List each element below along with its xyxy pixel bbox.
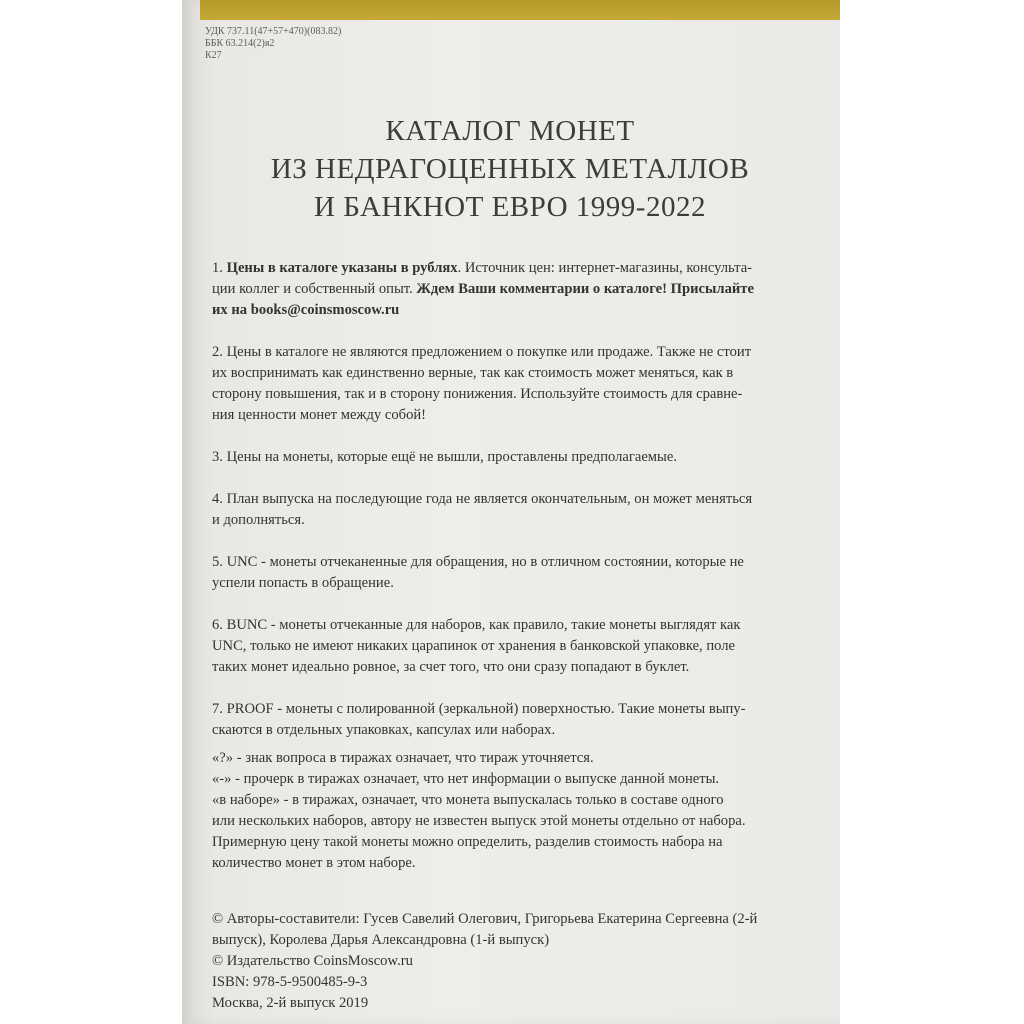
item-1-text-b: ции коллег и собственный опыт. [212,281,417,297]
item-5 [212,552,822,594]
item-6-line-3: таких монет идеально ровное, за счет того, что они сразу попадают в буклет. [212,659,690,675]
bbk-code: ББК 63.214(2)я2 [205,38,275,49]
cover-edge-band [200,0,840,20]
item-7-line-1: 7. PROOF - монеты с полированной (зеркальной) поверхностью. Такие монеты выпу- [212,701,746,717]
numbered-notes [212,258,822,762]
copyright-line-1: © Авторы-составители: Гусев Савелий Олегович, Григорьева Екатерина Сергеевна (2-й [212,911,758,927]
title-line-2: ИЗ НЕДРАГОЦЕННЫХ МЕТАЛЛОВ [270,153,750,185]
item-2 [212,342,822,426]
symbol-legend [212,748,824,874]
item-1-number: 1. [212,260,227,276]
udk-code: УДК 737.11(47+57+470)(083.82) [205,26,342,37]
copyright-line-3: © Издательство CoinsMoscow.ru [212,953,413,969]
author-code: К27 [205,50,222,61]
page-title [210,112,810,226]
item-4-line-2: и дополняться. [212,512,305,528]
item-6 [212,615,822,678]
item-2-line-2: их воспринимать как единственно верные, так как стоимость может меняться, как в [212,365,734,381]
item-2-line-4: ния ценности монет между собой! [212,407,427,423]
item-5-line-1: 5. UNC - монеты отчеканенные для обращения, но в отличном состоянии, которые не [212,554,744,570]
item-3 [212,447,822,468]
item-4 [212,489,822,531]
legend-line-2: «-» - прочерк в тиражах означает, что нет информации о выпуске данной монеты. [212,771,720,787]
copyright-block [212,909,824,1014]
item-7 [212,699,822,741]
item-1-text-a: . Источник цен: интернет-магазины, консульта- [457,260,753,276]
item-6-line-1: 6. BUNC - монеты отчеканные для наборов, как правило, такие монеты выглядят как [212,617,741,633]
legend-line-1: «?» - знак вопроса в тиражах означает, что тираж уточняется. [212,750,594,766]
background-right [840,0,1024,1024]
item-7-line-2: скаются в отдельных упаковках, капсулах или наборах. [212,722,556,738]
copyright-line-2: выпуск), Королева Дарья Александровна (1-й выпуск) [212,932,550,948]
catalog-codes [205,26,341,62]
item-3-line-1: 3. Цены на монеты, которые ещё не вышли, проставлены предполагаемые. [212,449,677,465]
item-4-line-1: 4. План выпуска на последующие года не является окончательным, он может меняться [212,491,753,507]
background-left [0,0,184,1024]
item-1-bold-email: их на books@coinsmoscow.ru [212,302,400,318]
title-line-1: КАТАЛОГ МОНЕТ [385,115,635,147]
item-1-bold-request: Ждем Ваши комментарии о каталоге! Присылайте [416,281,754,297]
legend-line-3: «в наборе» - в тиражах, означает, что монета выпускалась только в составе одного [212,792,724,808]
legend-line-6: количество монет в этом наборе. [212,855,416,871]
item-1-bold-lead: Цены в каталоге указаны в рублях [226,260,458,276]
city-edition: Москва, 2-й выпуск 2019 [212,995,369,1011]
isbn: ISBN: 978-5-9500485-9-3 [212,974,368,990]
item-2-line-1: 2. Цены в каталоге не являются предложением о покупке или продаже. Также не стоит [212,344,752,360]
item-2-line-3: сторону повышения, так и в сторону понижения. Используйте стоимость для сравне- [212,386,743,402]
legend-line-5: Примерную цену такой монеты можно определить, разделив стоимость набора на [212,834,723,850]
item-1 [212,258,822,321]
legend-line-4: или нескольких наборов, автору не известен выпуск этой монеты отдельно от набора. [212,813,746,829]
title-line-3: И БАНКНОТ ЕВРО 1999-2022 [314,191,706,223]
item-5-line-2: успели попасть в обращение. [212,575,394,591]
item-6-line-2: UNC, только не имеют никаких царапинок от хранения в банковской упаковке, поле [212,638,736,654]
